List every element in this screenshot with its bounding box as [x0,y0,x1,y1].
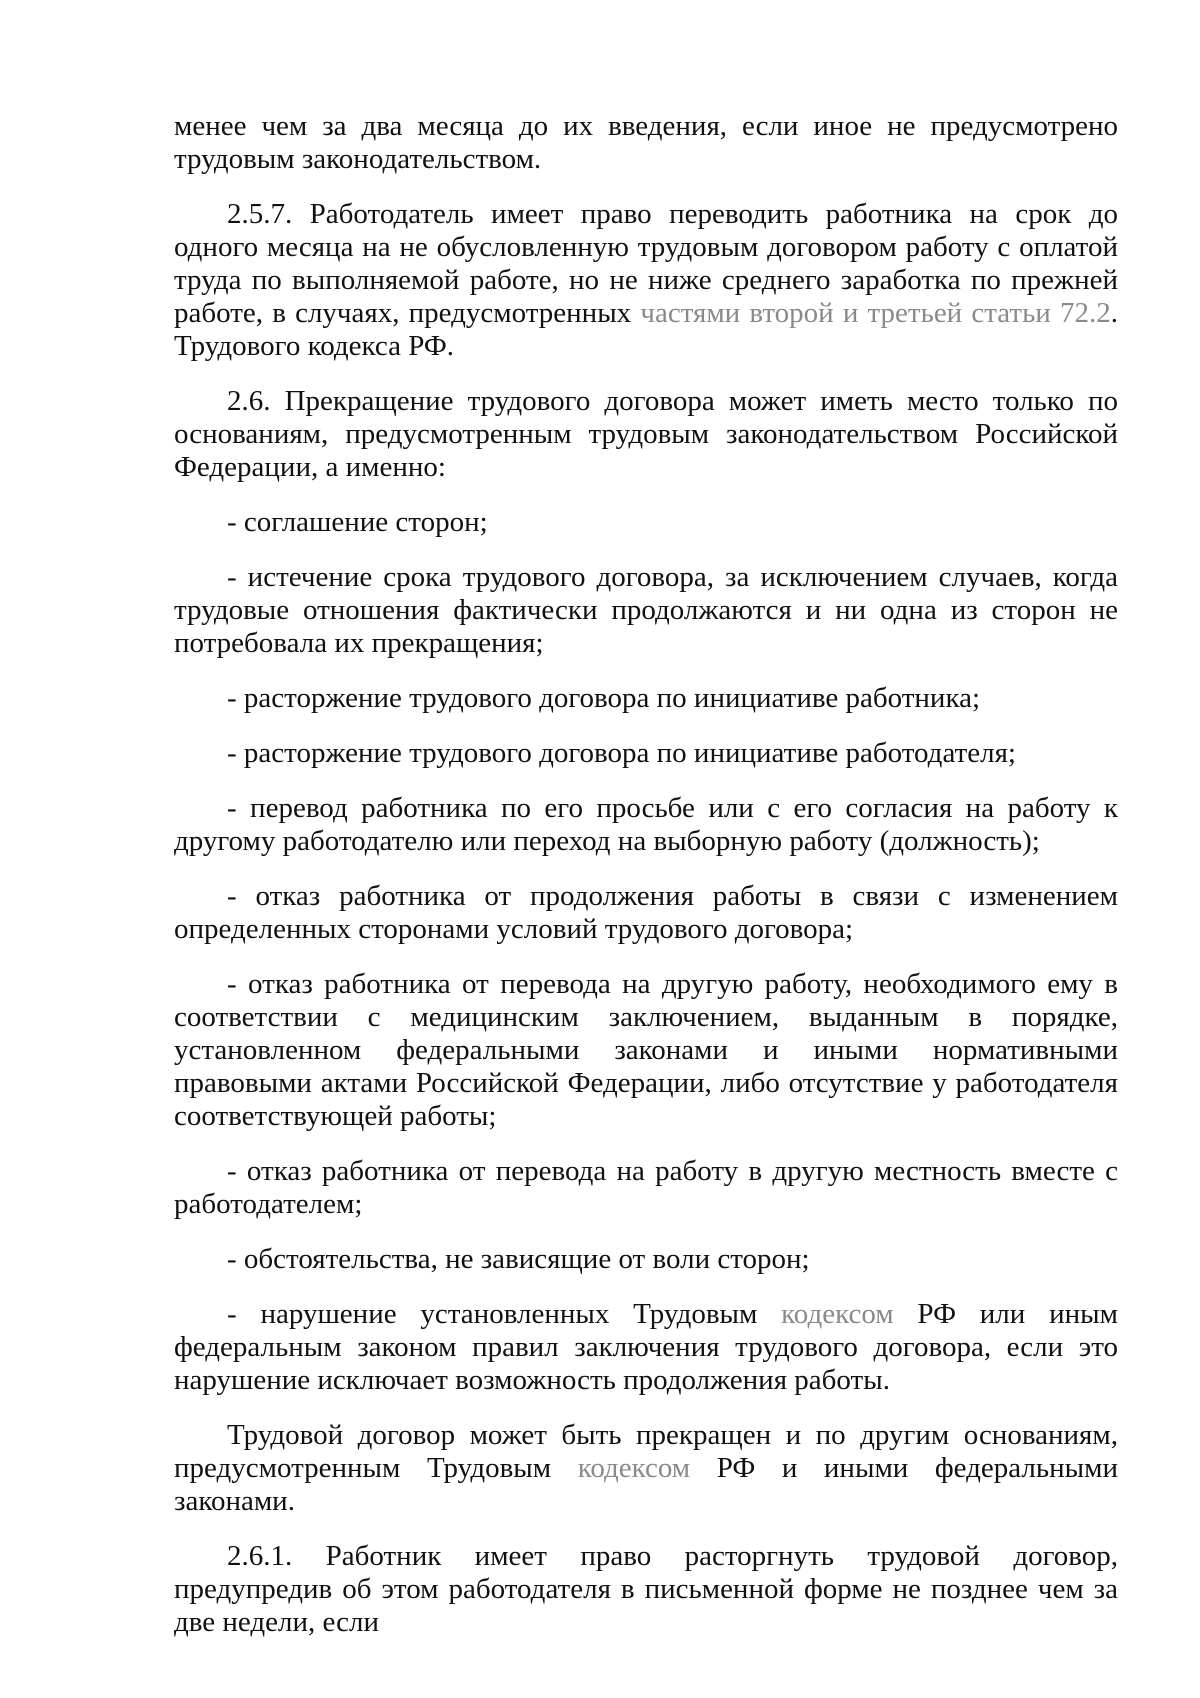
paragraph-2-5-7 [174,198,1118,363]
list-item-text: - истечение срока трудового договора, за исключением случаев, когда трудовые отношения фактически продолжаются и ни одна из сторон не потребовала их прекращения; [174,561,1118,659]
list-item-text: - отказ работника от продолжения работы в связи с изменением определенных сторонами условий трудового договора; [174,880,1118,945]
paragraph-text: РФ и иными федеральными законами. [174,1452,1118,1517]
list-item-text: - отказ работника от перевода на другую работу, необходимого ему в соответствии с медицинским заключением, выданным в порядке, установленном федеральными законами и иными нормативными правовыми актами Российской Федерации, либо отсутствие у работодателя соответствующей работы; [174,968,1118,1132]
paragraph-text: . Трудового кодекса РФ. [174,297,1118,362]
paragraph-2-6-1 [174,1540,1118,1639]
paragraph-other-grounds [174,1419,1118,1518]
list-item [174,1155,1118,1221]
document-body [174,110,1118,1639]
list-item [174,737,1118,770]
list-item-text: - обстоятельства, не зависящие от воли сторон; [227,1243,810,1275]
paragraph-2-6 [174,385,1118,484]
list-item [174,880,1118,946]
list-item [174,792,1118,858]
paragraph-text: 2.5.7. Работодатель имеет право переводить работника на срок до одного месяца на не обусловленную трудовым договором работу с оплатой труда по выполняемой работе, но не ниже среднего заработка по прежней работе, в случаях, предусмотренных [174,198,1118,329]
list-item-text: - перевод работника по его просьбе или с его согласия на работу к другому работодателю или переход на выборную работу (должность); [174,792,1118,857]
list-item [174,506,1118,539]
list-item [174,682,1118,715]
list-item [174,1298,1118,1397]
code-reference-link[interactable]: кодексом [577,1452,691,1484]
paragraph-continuation [174,110,1118,176]
law-reference-link[interactable]: частями второй и третьей статьи 72.2 [640,297,1111,329]
list-item [174,561,1118,660]
list-item-text: - соглашение сторон; [227,506,488,538]
list-item-text: - расторжение трудового договора по инициативе работодателя; [227,737,1016,769]
list-item-text: - расторжение трудового договора по инициативе работника; [227,682,981,714]
list-item-text: - нарушение установленных Трудовым [227,1298,782,1330]
list-item [174,968,1118,1133]
paragraph-text: Трудовой договор может быть прекращен и по другим основаниям, предусмотренным Трудовым [174,1419,1118,1484]
list-item [174,1243,1118,1276]
paragraph-text: менее чем за два месяца до их введения, если иное не предусмотрено трудовым законодательством. [174,110,1118,175]
paragraph-text: 2.6.1. Работник имеет право расторгнуть трудовой договор, предупредив об этом работодателя в письменной форме не позднее чем за две недели, если [174,1540,1118,1638]
list-item-text: РФ или иным федеральным законом правил заключения трудового договора, если это нарушение исключает возможность продолжения работы. [174,1298,1118,1396]
list-item-text: - отказ работника от перевода на работу в другую местность вместе с работодателем; [174,1155,1118,1220]
paragraph-text: 2.6. Прекращение трудового договора может иметь место только по основаниям, предусмотренным трудовым законодательством Российской Федерации, а именно: [174,385,1118,483]
code-reference-link[interactable]: кодексом [781,1298,894,1330]
